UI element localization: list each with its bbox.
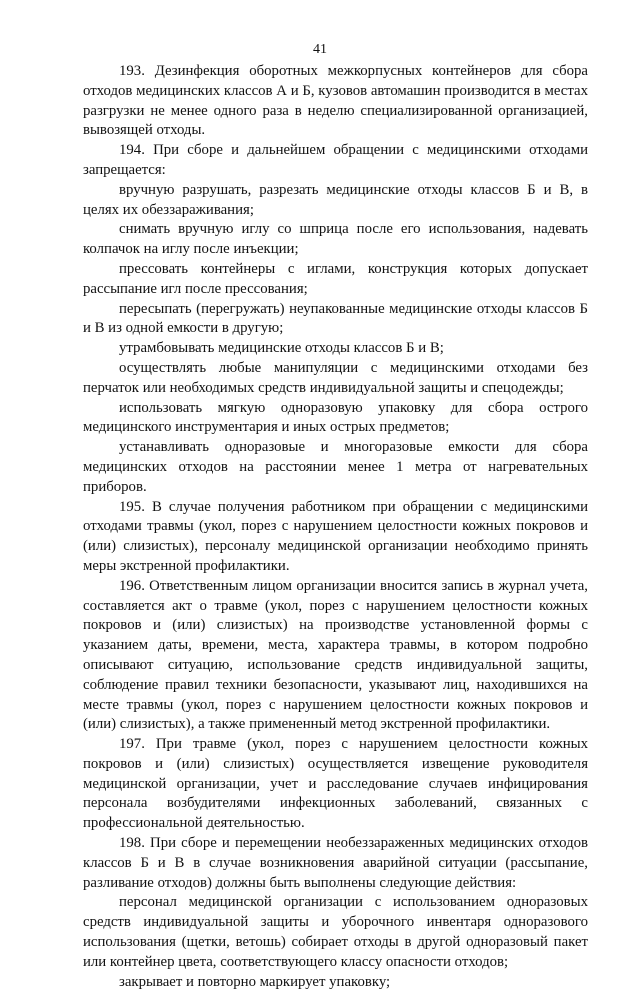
list-item: прессовать контейнеры с иглами, конструкция которых допускает рассыпание игл после прессования; — [83, 260, 588, 297]
paragraph-195: 195. В случае получения работником при обращении с медицинскими отходами травмы (укол, порез с нарушением целостности кожных покровов и (или) слизистых), персоналу медицинской организации необходимо принять меры экстренной профилактики. — [83, 498, 588, 574]
list-item: устанавливать одноразовые и многоразовые емкости для сбора медицинских отходов на расстоянии менее 1 метра от нагревательных приборов. — [83, 439, 588, 495]
paragraph-193: 193. Дезинфекция оборотных межкорпусных контейнеров для сбора отходов медицинских классов А и Б, кузовов автомашин производится в местах разгрузки не менее одного раза в неделю специализированной организацией, вывозящей отходы. — [83, 63, 588, 139]
page-number: 41 — [313, 42, 327, 57]
paragraph-196: 196. Ответственным лицом организации вносится запись в журнал учета, составляется акт о травме (укол, порез с нарушением целостности кожных покровов и (или) слизистых) на производстве установленной формы с указанием даты, времени, места, характера травмы, в котором подробно описывают ситуацию, использование средств индивидуальной защиты, соблюдение правил техники безопасности, указывают лиц, находившихся на месте травмы (укол, порез с нарушением целостности кожных покровов и (или) слизистых), а также примененный метод экстренной профилактики. — [83, 577, 588, 733]
list-item: использовать мягкую одноразовую упаковку для сбора острого медицинского инструментария и иных острых предметов; — [83, 399, 588, 436]
list-item: закрывает и повторно маркирует упаковку; — [119, 973, 391, 990]
paragraph-197: 197. При травме (укол, порез с нарушением целостности кожных покровов и (или) слизистых) осуществляется извещение руководителя медицинской организации, учет и расследование случаев инфицирования персонала возбудителями инфекционных заболеваний, связанных с профессиональной деятельностью. — [83, 736, 588, 832]
list-item: пересыпать (перегружать) неупакованные медицинские отходы классов Б и В из одной емкости в другую; — [83, 300, 588, 337]
list-item: снимать вручную иглу со шприца после его использования, надевать колпачок на иглу после инъекции; — [83, 221, 588, 258]
document-body — [83, 62, 588, 992]
list-item: вручную разрушать, разрезать медицинские отходы классов Б и В, в целях их обеззараживания; — [83, 181, 588, 218]
list-item: осуществлять любые манипуляции с медицинскими отходами без перчаток или необходимых средств индивидуальной защиты и спецодежды; — [83, 359, 588, 396]
list-item: персонал медицинской организации с использованием одноразовых средств индивидуальной защиты и уборочного инвентаря одноразового использования (щетки, ветошь) собирает отходы в другой одноразовый пакет или контейнер цвета, соответствующего классу опасности отходов; — [83, 894, 588, 970]
paragraph-198: 198. При сборе и перемещении необеззараженных медицинских отходов классов Б и В в случае возникновения аварийной ситуации (рассыпание, разливание отходов) должны быть выполнены следующие действия: — [83, 835, 588, 891]
paragraph-194: 194. При сборе и дальнейшем обращении с медицинскими отходами запрещается: — [83, 142, 588, 178]
list-item: утрамбовывать медицинские отходы классов Б и В; — [119, 340, 444, 357]
